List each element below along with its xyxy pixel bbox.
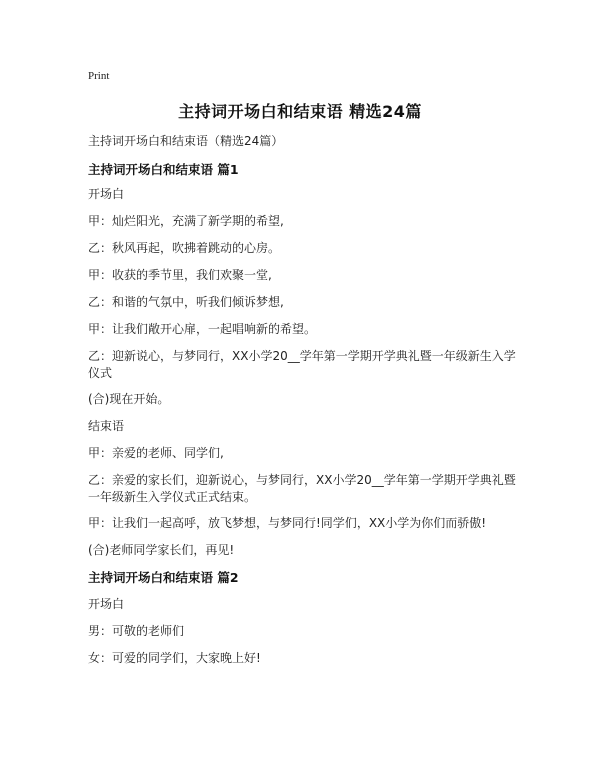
article-subtitle: 主持词开场白和结束语（精选24篇） <box>88 134 284 148</box>
section-heading: 主持词开场白和结束语 篇1 <box>88 162 239 177</box>
paragraph: 女：可爱的同学们，大家晚上好! <box>88 651 261 665</box>
paragraph: 甲：让我们一起高呼，放飞梦想，与梦同行!同学们，XX小学为你们而骄傲! <box>88 516 487 530</box>
paragraph: 乙：和谐的气氛中，听我们倾诉梦想, <box>88 295 284 309</box>
paragraph: 甲：灿烂阳光，充满了新学期的希望, <box>88 214 284 228</box>
paragraph: 乙：亲爱的家长们，迎新说心，与梦同行，XX小学20__学年第一学期开学典礼暨一年级新生入学仪式正式结束。 <box>88 473 516 504</box>
closing-label: 结束语 <box>88 419 125 433</box>
paragraph: 乙：秋风再起，吹拂着跳动的心房。 <box>88 241 281 255</box>
page-title: 主持词开场白和结束语 精选24篇 <box>178 102 422 121</box>
paragraph: 乙：迎新说心，与梦同行，XX小学20__学年第一学期开学典礼暨一年级新生入学仪式 <box>88 349 516 380</box>
paragraph: (合)现在开始。 <box>88 392 170 406</box>
paragraph: 男：可敬的老师们 <box>88 624 185 638</box>
paragraph: 甲：让我们敞开心扉，一起唱响新的希望。 <box>88 322 317 336</box>
print-link[interactable]: Print <box>88 70 110 82</box>
section-heading: 主持词开场白和结束语 篇2 <box>88 570 239 585</box>
paragraph: (合)老师同学家长们，再见! <box>88 543 235 557</box>
opening-label: 开场白 <box>88 187 125 201</box>
opening-label: 开场白 <box>88 597 125 611</box>
paragraph: 甲：收获的季节里，我们欢聚一堂, <box>88 268 272 282</box>
paragraph: 甲：亲爱的老师、同学们, <box>88 446 224 460</box>
